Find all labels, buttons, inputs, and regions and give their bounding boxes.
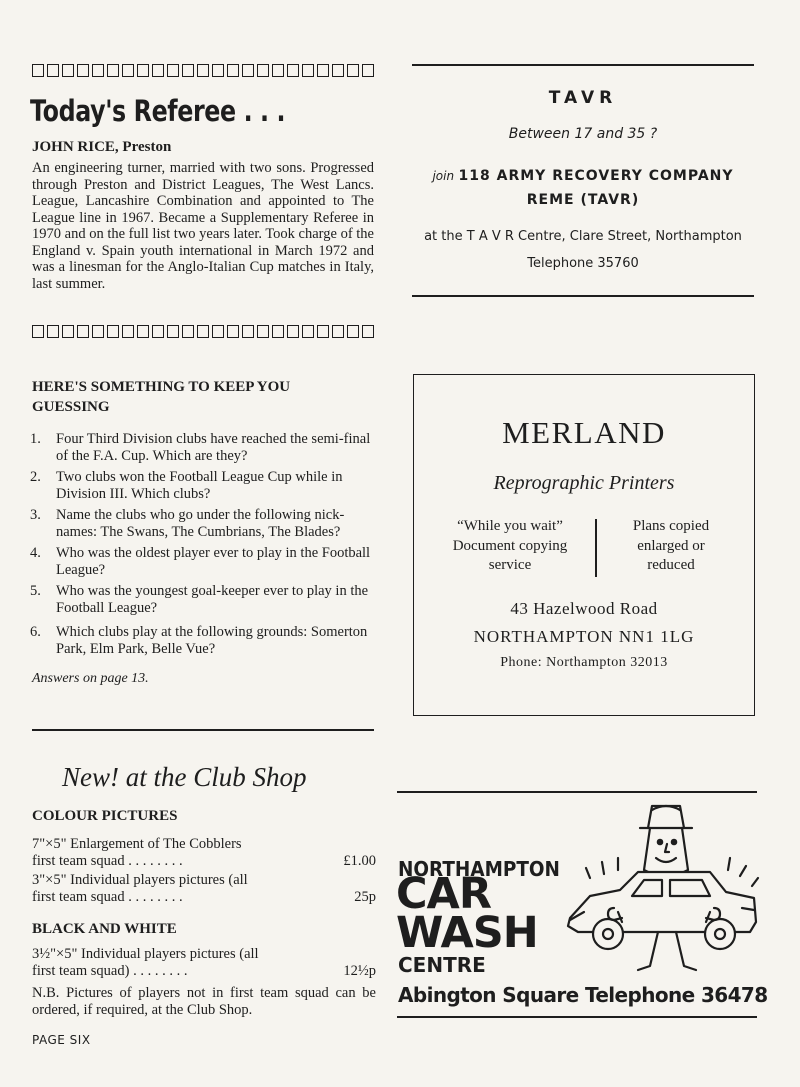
price: 25p <box>354 889 376 905</box>
carwash-wash: WASH <box>396 908 538 958</box>
price: 12½p <box>343 963 376 979</box>
merland-tagline: Reprographic Printers <box>493 472 675 494</box>
answers-note: Answers on page 13. <box>32 671 149 686</box>
tavr-unit: REME (TAVR) <box>526 192 640 208</box>
merland-column-divider <box>595 519 597 577</box>
tavr-join-line <box>412 168 754 184</box>
club-shop-heading: New! at the Club Shop <box>62 762 307 792</box>
carwash-car: CAR <box>396 869 491 919</box>
shop-item: 3½"×5" Individual players pictures (all first team squad) . . . . . . . . 12½p <box>32 946 376 979</box>
quiz-heading: HERE'S SOMETHING TO KEEP YOU GUESSING <box>32 379 291 415</box>
decorative-box-border-top <box>32 64 374 77</box>
referee-name: JOHN RICE, Preston <box>32 139 172 155</box>
tavr-rule-bottom <box>412 295 754 297</box>
page-label: PAGE SIX <box>32 1033 91 1047</box>
colour-pictures-heading: COLOUR PICTURES <box>32 808 178 824</box>
black-white-heading: BLACK AND WHITE <box>32 921 177 937</box>
decorative-box-border-bottom <box>32 325 374 338</box>
referee-bio: An engineering turner, married with two sons. Progressed through Preston and District Leagues, The West Lancs. League, Lancashire Combination and appointed to The League line in 1967. Became a Supplementary Referee in 1970 and on the full list two years later. Took charge of the England v. Spain youth international in March 1972 and was a linesman for the Anglo-Italian Cup matches in Italy, last summer. <box>32 160 374 292</box>
merland-left-column: “While you wait” Document copying service <box>452 518 568 573</box>
price: £1.00 <box>343 853 376 869</box>
tavr-subtitle: Between 17 and 35 ? <box>508 126 658 142</box>
carwash-centre: CENTRE <box>398 953 486 977</box>
tavr-rule-top <box>412 64 754 66</box>
tavr-address: at the T A V R Centre, Clare Street, Northampton <box>424 229 742 244</box>
shop-item: 3"×5" Individual players pictures (all first team squad . . . . . . . . 25p <box>32 872 376 905</box>
tavr-company: 118 ARMY RECOVERY COMPANY <box>458 168 734 184</box>
tavr-phone: Telephone 35760 <box>527 256 639 271</box>
tavr-join-word: join <box>432 169 455 183</box>
quiz-question: 6. Which clubs play at the following grounds: Somerton Park, Elm Park, Belle Vue? <box>30 624 368 657</box>
carwash-footer: Abington Square Telephone 36478 <box>398 983 768 1007</box>
quiz-questions <box>30 431 374 662</box>
carwash-northampton: NORTHAMPTON <box>398 857 560 881</box>
merland-phone: Phone: Northampton 32013 <box>500 655 668 670</box>
divider-left <box>32 729 374 731</box>
merland-name: MERLAND <box>502 415 666 450</box>
merland-right-column: Plans copied enlarged or reduced <box>632 518 710 573</box>
merland-address-street: 43 Hazelwood Road <box>510 599 658 618</box>
carwash-rule-top <box>397 791 757 793</box>
carwash-rule-bottom <box>397 1016 757 1018</box>
quiz-question: 1. Four Third Division clubs have reached the semi-final of the F.A. Cup. Which are they? <box>30 431 371 464</box>
shop-item: 7"×5" Enlargement of The Cobblers first team squad . . . . . . . . £1.00 <box>32 836 376 869</box>
tavr-title: TAVR <box>548 88 618 108</box>
merland-ad <box>413 374 755 716</box>
merland-address-town: NORTHAMPTON NN1 1LG <box>473 627 695 646</box>
referee-title: Today's Referee . . . <box>30 94 286 128</box>
carwash-mascot-illustration <box>560 800 760 980</box>
quiz-question: 3. Name the clubs who go under the following nick-names: The Swans, The Cumbrians, The Blades? <box>30 507 345 540</box>
quiz-question: 4. Who was the oldest player ever to play in the Football League? <box>30 545 371 578</box>
shop-note: N.B. Pictures of players not in first team squad can be ordered, if required, at the Club Shop. <box>32 985 376 1018</box>
quiz-question: 5. Who was the youngest goal-keeper ever to play in the Football League? <box>30 583 369 616</box>
quiz-question: 2. Two clubs won the Football League Cup while in Division III. Which clubs? <box>30 469 343 502</box>
